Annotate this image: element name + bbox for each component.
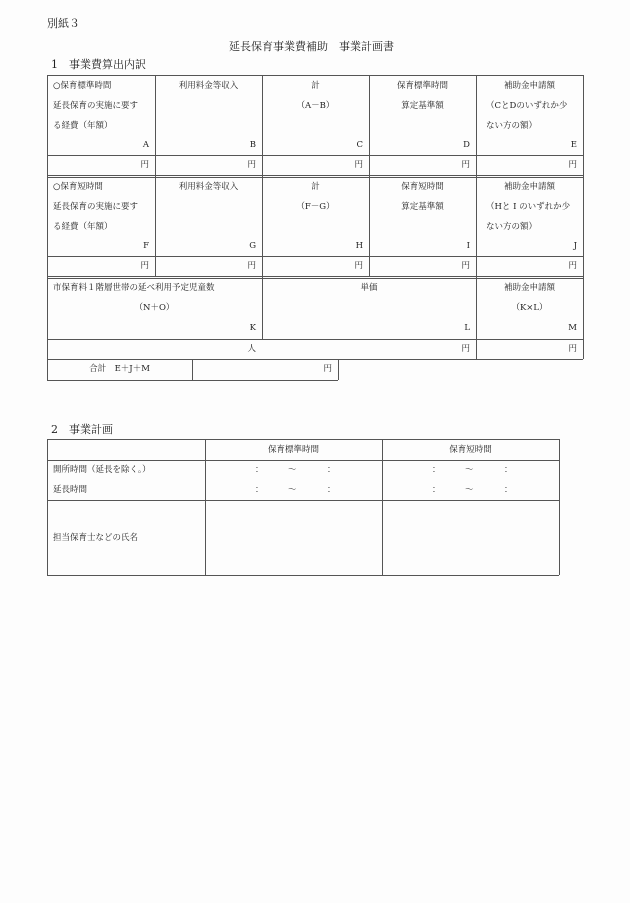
letter-F: F (143, 241, 149, 251)
letter-L: L (464, 323, 470, 333)
time-separator: ： (327, 465, 336, 475)
table-divider (47, 155, 583, 156)
short-base-amount-label (369, 182, 476, 213)
children-count-label: 市保育料１階層世帯の延べ利用予定児童数 (53, 283, 215, 293)
amount-E-field[interactable]: 円 (568, 160, 577, 170)
amount-C-field[interactable]: 円 (354, 160, 363, 170)
opening-hours-label: 開所時間（延長を除く。） (53, 465, 151, 475)
subsidy-formula: （K×L） (511, 303, 548, 313)
label-line: ○保育短時間 (53, 182, 103, 192)
table-border (47, 439, 559, 440)
unit-price-label: 単価 (360, 283, 378, 293)
letter-K: K (249, 323, 256, 333)
label-line: 補助金申請額 (503, 81, 555, 91)
amount-I-field[interactable]: 円 (461, 261, 470, 271)
amount-H-field[interactable]: 円 (354, 261, 363, 271)
amount-A-field[interactable]: 円 (140, 160, 149, 170)
subtotal-label (262, 81, 369, 112)
range-symbol: ～ (465, 465, 474, 475)
label-line: 計 (311, 81, 320, 91)
amount-J-field[interactable]: 円 (568, 261, 577, 271)
section1-heading: 1 事業費算出内訳 (51, 58, 146, 71)
amount-K-field[interactable]: 人 (247, 344, 256, 354)
label-line: ない方の額） (486, 222, 538, 232)
label-line: 補助金申請額 (503, 182, 555, 192)
table-border (559, 439, 560, 575)
table-border (47, 439, 48, 575)
document-title: 延長保育事業費補助 事業計画書 (229, 40, 394, 53)
letter-C: C (356, 140, 363, 150)
cost-standard-label (53, 81, 138, 132)
label-line: （Hと I のいずれか少 (486, 202, 571, 212)
cost-short-label (53, 182, 138, 233)
children-count-formula: （N＋O） (134, 303, 175, 313)
table-divider (47, 460, 559, 461)
subtotal-label (262, 182, 369, 213)
label-line: （CとDのいずれか少 (486, 101, 568, 111)
table-divider (47, 256, 583, 257)
total-label: 合計 E＋J＋M (89, 364, 150, 374)
range-symbol: ～ (288, 485, 297, 495)
label-line: 算定基準額 (401, 202, 444, 212)
time-separator: ： (432, 485, 441, 495)
extension-hours-label: 延長時間 (53, 485, 88, 495)
total-amount-field[interactable]: 円 (323, 364, 332, 374)
opening-hours-standard-field[interactable] (255, 465, 345, 476)
table-divider (47, 276, 583, 279)
time-separator: ： (255, 485, 264, 495)
attachment-label: 別紙３ (47, 17, 80, 30)
label-line: （A－B） (296, 101, 335, 111)
label-line: ない方の額） (486, 121, 538, 131)
amount-F-field[interactable]: 円 (140, 261, 149, 271)
label-line: る経費（年額） (53, 222, 113, 232)
label-line: 延長保育の実施に要す (53, 202, 139, 212)
standard-base-amount-label (369, 81, 476, 112)
letter-I: I (466, 241, 470, 251)
letter-H: H (355, 241, 363, 251)
fee-income-label: 利用料金等収入 (178, 182, 239, 192)
table-border (338, 359, 339, 380)
extension-hours-standard-field[interactable] (255, 485, 345, 496)
label-line: 計 (311, 182, 320, 192)
table-border (583, 75, 584, 359)
staff-names-standard-field[interactable] (206, 501, 382, 575)
extension-hours-short-field[interactable] (432, 485, 522, 496)
amount-L-field[interactable]: 円 (461, 344, 470, 354)
label-line: 延長保育の実施に要す (53, 101, 139, 111)
staff-names-label: 担当保育士などの氏名 (53, 533, 139, 543)
subsidy-request-label (476, 182, 583, 233)
label-line: ○保育標準時間 (53, 81, 112, 91)
subsidy-request-label: 補助金申請額 (503, 283, 555, 293)
time-separator: ： (432, 465, 441, 475)
time-separator: ： (504, 485, 513, 495)
range-symbol: ～ (465, 485, 474, 495)
amount-B-field[interactable]: 円 (247, 160, 256, 170)
column-header-standard: 保育標準時間 (267, 445, 319, 455)
letter-M: M (568, 323, 577, 333)
letter-G: G (249, 241, 256, 251)
time-separator: ： (327, 485, 336, 495)
letter-D: D (463, 140, 470, 150)
staff-names-short-field[interactable] (383, 501, 559, 575)
table-divider (47, 339, 583, 340)
label-line: （F－G） (296, 202, 335, 212)
table-divider (47, 175, 583, 178)
label-line: 保育短時間 (401, 182, 444, 192)
letter-A: A (142, 140, 149, 150)
letter-B: B (249, 140, 256, 150)
time-separator: ： (504, 465, 513, 475)
column-header-short: 保育短時間 (449, 445, 492, 455)
time-separator: ： (255, 465, 264, 475)
subsidy-request-label (476, 81, 583, 132)
letter-E: E (570, 140, 577, 150)
label-line: 保育標準時間 (396, 81, 448, 91)
table-border (47, 380, 338, 381)
opening-hours-short-field[interactable] (432, 465, 522, 476)
amount-M-field[interactable]: 円 (568, 344, 577, 354)
table-border (47, 359, 583, 360)
label-line: 算定基準額 (401, 101, 444, 111)
fee-income-label: 利用料金等収入 (178, 81, 239, 91)
letter-J: J (573, 241, 577, 251)
table-border (47, 75, 583, 76)
table-border (47, 75, 48, 359)
amount-G-field[interactable]: 円 (247, 261, 256, 271)
amount-D-field[interactable]: 円 (461, 160, 470, 170)
range-symbol: ～ (288, 465, 297, 475)
label-line: る経費（年額） (53, 121, 113, 131)
section2-heading: 2 事業計画 (51, 423, 113, 436)
table-border (47, 575, 559, 576)
